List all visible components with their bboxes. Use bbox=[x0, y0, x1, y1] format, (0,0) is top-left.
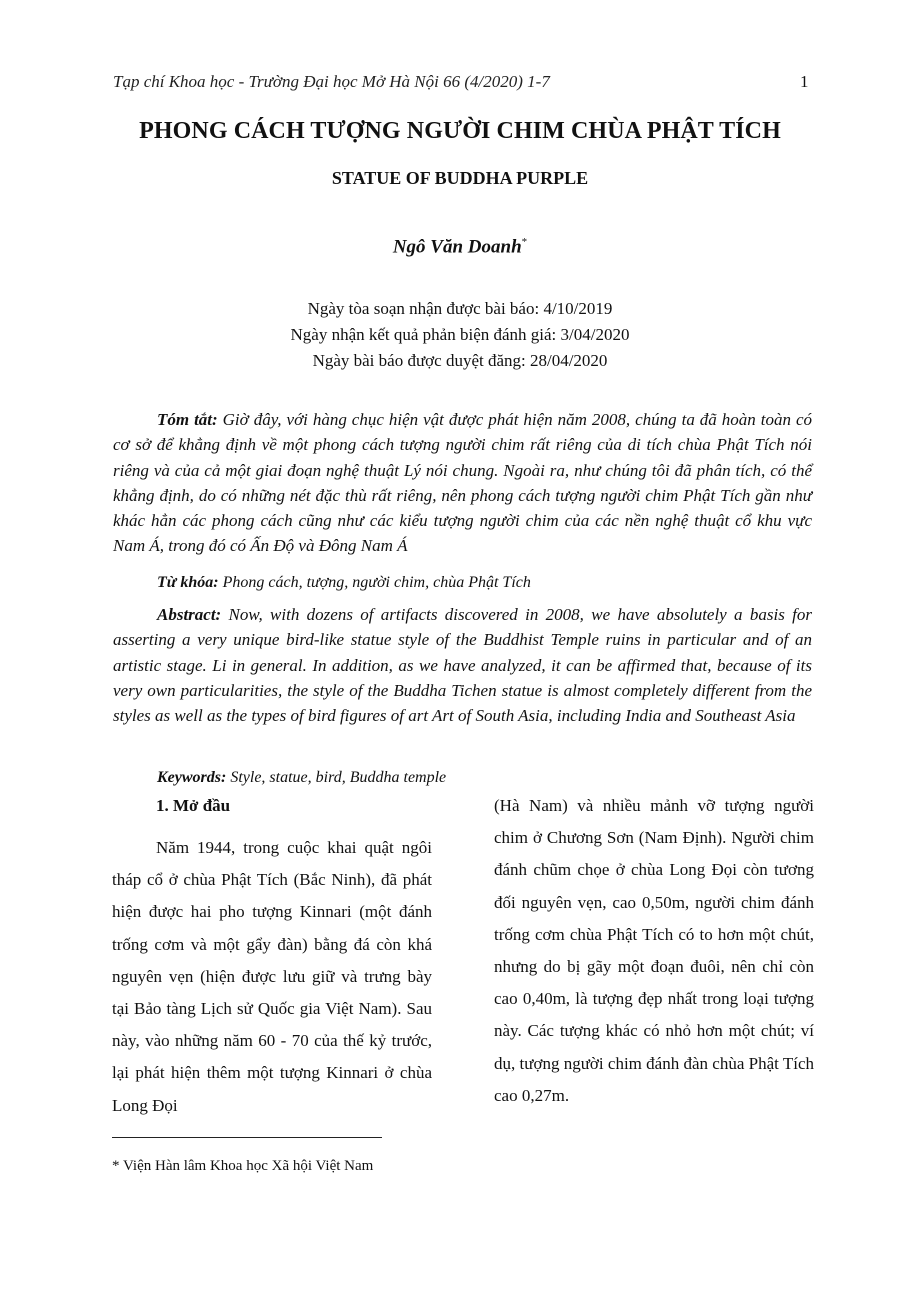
section-heading: 1. Mở đầu bbox=[156, 796, 231, 815]
abstract-en-label: Abstract: bbox=[157, 605, 222, 624]
body-paragraph-continued: (Hà Nam) và nhiều mảnh vỡ tượng người chim ở Chương Sơn (Nam Định). Người chim đánh chũm chọe ở chùa Long Đọi còn tương đối nguyên vẹn, cao 0,50m, người chim đánh trống cơm chùa Phật Tích có to hơn một chút, nhưng do bị gãy một đoạn đuôi, nên chỉ còn cao 0,40m, là tượng đẹp nhất trong loại tượng này. Các tượng khác có nhỏ hơn một chút; ví dụ, tượng người chim đánh đàn chùa Phật Tích cao 0,27m. bbox=[494, 796, 814, 1105]
keywords-vietnamese bbox=[113, 570, 812, 595]
abstract-vi-label: Tóm tắt: bbox=[157, 410, 218, 429]
submission-dates bbox=[60, 296, 860, 374]
body-paragraph: Năm 1944, trong cuộc khai quật ngôi tháp cổ ở chùa Phật Tích (Bắc Ninh), đã phát hiện được hai pho tượng Kinnari (một đánh trống cơm và một gẩy đàn) bằng đá còn khá nguyên vẹn (hiện được lưu giữ và trưng bày tại Bảo tàng Lịch sử Quốc gia Việt Nam). Sau này, vào những năm 60 - 70 của thế kỷ trước, lại phát hiện thêm một tượng Kinnari ở chùa Long Đọi bbox=[112, 838, 432, 1115]
footnote-divider bbox=[112, 1137, 382, 1138]
abstract-vietnamese bbox=[113, 407, 812, 559]
author-line bbox=[60, 236, 860, 258]
body-column-right bbox=[494, 790, 814, 1112]
paper-subtitle: STATUE OF BUDDHA PURPLE bbox=[331, 168, 589, 188]
keywords-vi-label: Từ khóa: bbox=[157, 574, 219, 591]
keywords-en-text: Style, statue, bird, Buddha temple bbox=[226, 769, 447, 786]
abstract-en-text: Now, with dozens of artifacts discovered in 2008, we have absolutely a basis for asserting a very unique bird-like statue style of the Buddhist Temple ruins in particular and of an artistic stage. Li in general. In addition, as we have analyzed, it can be affirmed that, because of its very own particularities, the style of the Buddha Tichen statue is almost completely different from the styles as well as the types of bird figures of art Art of South Asia, including India and Southeast Asia bbox=[113, 605, 812, 726]
page-number: 1 bbox=[800, 72, 809, 91]
abstract-vi-text: Giờ đây, với hàng chục hiện vật được phát hiện năm 2008, chúng ta đã hoàn toàn có cơ sở để khẳng định về một phong cách tượng người chim rất riêng của di tích chùa Phật Tích nói riêng và của cả một giai đoạn nghệ thuật Lý nói chung. Ngoài ra, như chúng tôi đã phân tích, có thể khẳng định, do có những nét đặc thù rất riêng, nên phong cách tượng người chim Phật Tích gần như khác hẳn các phong cách cũng như các kiểu tượng người chim của các nền nghệ thuật cổ khu vực Nam Á, trong đó có Ấn Độ và Đông Nam Á bbox=[113, 410, 812, 556]
journal-running-head: Tạp chí Khoa học - Trường Đại học Mở Hà Nội 66 (4/2020) 1-7 bbox=[113, 72, 550, 91]
abstract-english bbox=[113, 602, 812, 728]
paper-title: PHONG CÁCH TƯỢNG NGƯỜI CHIM CHÙA PHẬT TÍCH bbox=[139, 118, 781, 144]
keywords-vi-text: Phong cách, tượng, người chim, chùa Phật Tích bbox=[218, 574, 531, 591]
body-column-left bbox=[112, 790, 432, 1122]
author-name: Ngô Văn Doanh bbox=[392, 236, 522, 258]
date-reviewed: Ngày nhận kết quả phản biện đánh giá: 3/04/2020 bbox=[290, 325, 630, 344]
author-footnote-marker: * bbox=[521, 236, 528, 248]
date-accepted: Ngày bài báo được duyệt đăng: 28/04/2020 bbox=[312, 351, 608, 370]
author-affiliation-footnote: * Viện Hàn lâm Khoa học Xã hội Việt Nam bbox=[112, 1158, 374, 1174]
keywords-english bbox=[113, 765, 812, 790]
keywords-en-label: Keywords: bbox=[157, 769, 227, 786]
date-received: Ngày tòa soạn nhận được bài báo: 4/10/2019 bbox=[307, 299, 613, 318]
